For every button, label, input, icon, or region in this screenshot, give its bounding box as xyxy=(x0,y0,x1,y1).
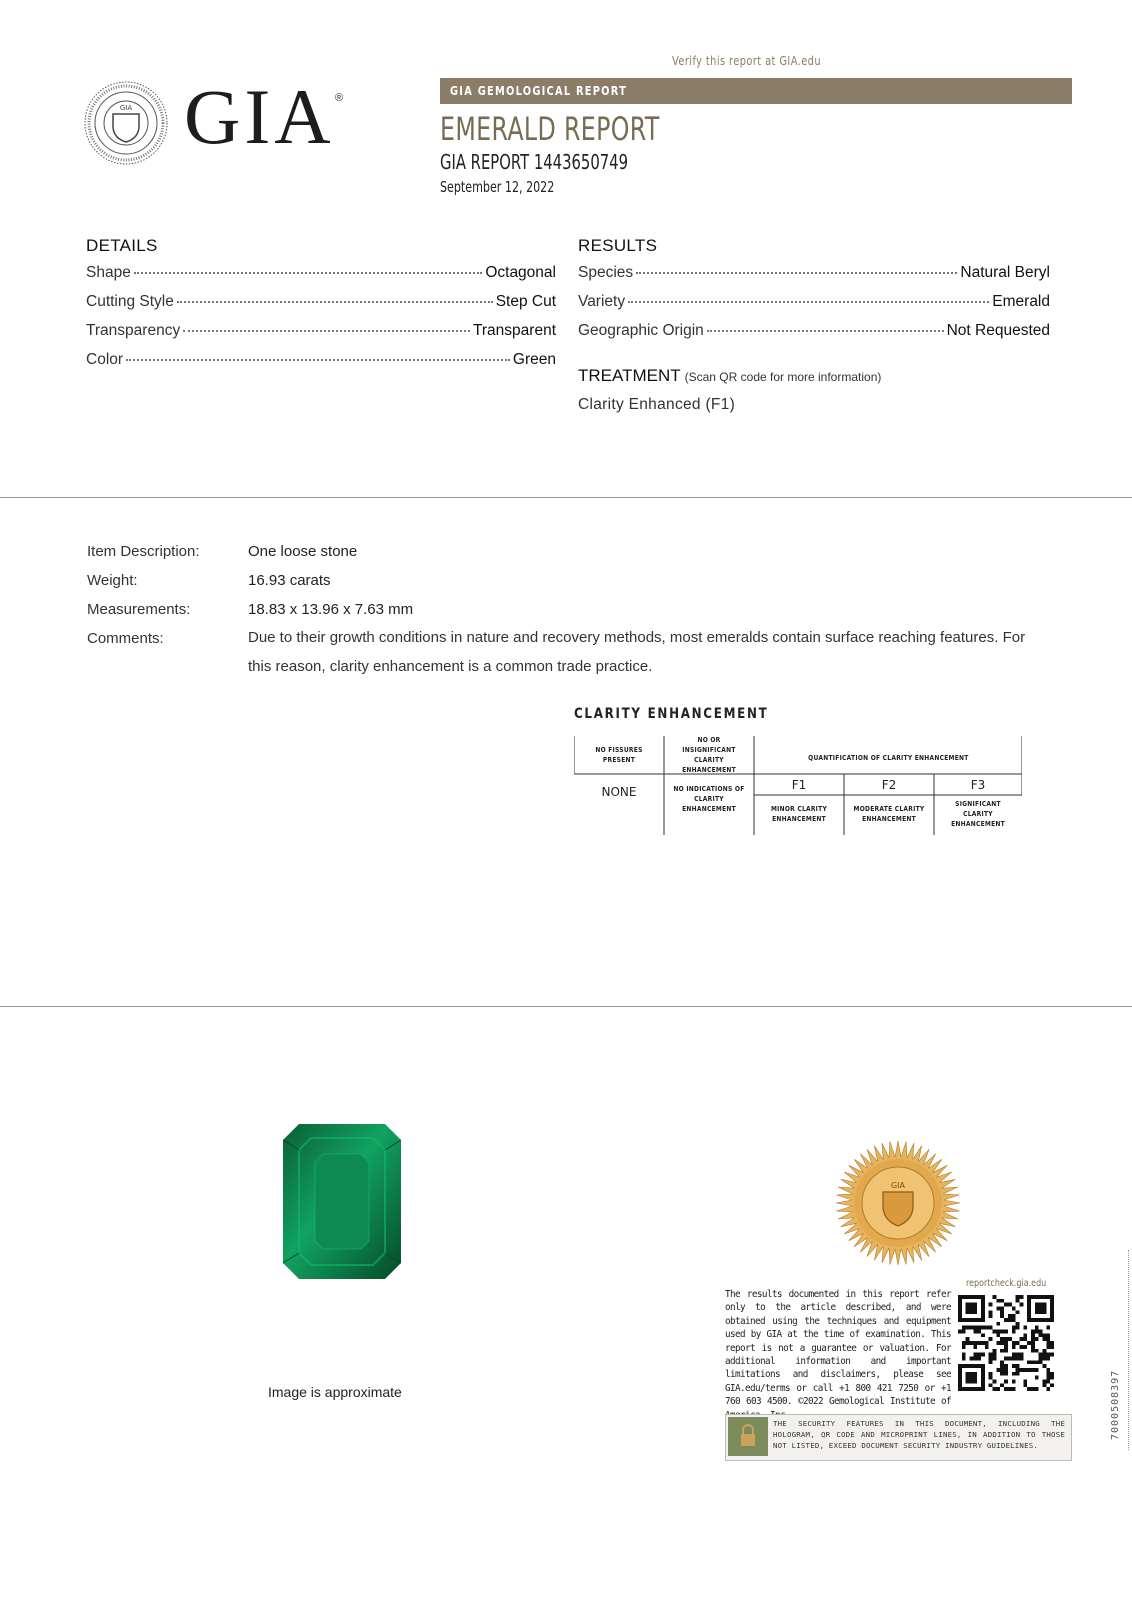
comments-value: Due to their growth conditions in nature and recovery methods, most emeralds contain surface reaching features. For this reason, clarity enhancement is a common trade practice. xyxy=(248,629,1026,675)
detail-row-shape xyxy=(86,264,556,293)
treatment-value: Clarity Enhanced (F1) xyxy=(578,396,736,413)
detail-value: Octagonal xyxy=(485,264,556,281)
report-number: GIA REPORT 1443650749 xyxy=(440,150,628,174)
verify-link[interactable]: Verify this report at GIA.edu xyxy=(672,54,821,68)
report-title: EMERALD REPORT xyxy=(440,110,660,148)
report-date: September 12, 2022 xyxy=(440,178,555,196)
col-no-fissures-header: NO FISSURES PRESENT xyxy=(595,746,643,764)
grade-f3-desc: SIGNIFICANT CLARITY ENHANCEMENT xyxy=(951,800,1005,828)
image-approximate-note: Image is approximate xyxy=(268,1384,402,1400)
seal-label: GIA xyxy=(119,104,133,112)
detail-label: Transparency xyxy=(86,322,181,339)
section-divider xyxy=(0,1006,1132,1007)
clarity-enhancement-table xyxy=(574,735,1022,835)
grade-f1-code: F1 xyxy=(791,778,807,792)
weight-value: 16.93 carats xyxy=(248,572,331,589)
measurements-value: 18.83 x 13.96 x 7.63 mm xyxy=(248,601,414,618)
disclaimer-text: The results documented in this report refer only to the article described, and were obtained using the techniques and equipment used by GIA at the time of examination. This report is not a guarantee or valuation. For additional information and important limitations and disclaimers, please see GIA.edu/terms or call +1 800 421 7250 or +1 760 603 4500. ©2022 Gemological Institute of xyxy=(725,1289,951,1408)
treatment-heading xyxy=(578,366,881,386)
comments-label: Comments: xyxy=(87,630,164,647)
result-value: Natural Beryl xyxy=(960,264,1050,281)
treatment-note: (Scan QR code for more information) xyxy=(684,370,882,384)
gia-seal-logo xyxy=(83,80,169,166)
detail-label: Cutting Style xyxy=(86,293,174,310)
result-row-variety xyxy=(578,293,1050,322)
grade-f3-code: F3 xyxy=(970,778,986,792)
detail-value: Transparent xyxy=(473,322,556,339)
result-label: Species xyxy=(578,264,634,281)
detail-row-color xyxy=(86,351,556,380)
result-row-geographic-origin xyxy=(578,322,1050,351)
result-label: Variety xyxy=(578,293,626,310)
measurements-label: Measurements: xyxy=(87,601,191,618)
clarity-enhancement-title: CLARITY ENHANCEMENT xyxy=(574,706,769,722)
result-value: Not Requested xyxy=(946,322,1050,339)
results-heading: RESULTS xyxy=(578,236,658,255)
gold-hologram-seal xyxy=(835,1140,961,1266)
section-divider xyxy=(0,497,1132,498)
col-insignificant-value: NO INDICATIONS OF CLARITY ENHANCEMENT xyxy=(673,785,745,813)
results-list xyxy=(578,264,1050,351)
edge-perforation xyxy=(1128,1250,1129,1450)
gia-logo-wordmark: GIA xyxy=(184,73,335,160)
qr-code[interactable] xyxy=(958,1295,1054,1391)
grade-f1-desc: MINOR CLARITY ENHANCEMENT xyxy=(770,805,828,823)
seal-gold-label: GIA xyxy=(890,1181,906,1190)
weight-label: Weight: xyxy=(87,572,138,589)
details-list xyxy=(86,264,556,380)
emerald-stone-image xyxy=(283,1124,401,1279)
serial-number: 7000508397 xyxy=(1110,1369,1121,1440)
registered-mark: ® xyxy=(335,92,344,104)
details-heading: DETAILS xyxy=(86,236,158,255)
result-label: Geographic Origin xyxy=(578,322,704,339)
grade-f2-desc: MODERATE CLARITY ENHANCEMENT xyxy=(853,805,925,823)
detail-value: Green xyxy=(512,351,556,368)
item-description-label: Item Description: xyxy=(87,543,200,560)
item-description-value: One loose stone xyxy=(248,543,358,560)
detail-row-transparency xyxy=(86,322,556,351)
detail-label: Color xyxy=(86,351,124,368)
reportcheck-link[interactable]: reportcheck.gia.edu xyxy=(966,1278,1047,1289)
result-row-species xyxy=(578,264,1050,293)
detail-label: Shape xyxy=(86,264,131,281)
security-notice-text: THE SECURITY FEATURES IN THIS DOCUMENT, INCLUDING THE HOLOGRAM, QR CODE AND MICROPRINT LINES, IN ADDITION TO THOSE NOT LISTED, EXCEED DOCUMENT SECURITY INDUSTRY GUIDELINES. xyxy=(773,1419,1065,1450)
quantification-header: QUANTIFICATION OF CLARITY ENHANCEMENT xyxy=(807,754,969,762)
grade-f2-code: F2 xyxy=(881,778,897,792)
detail-value: Step Cut xyxy=(495,293,556,310)
result-value: Emerald xyxy=(992,293,1050,310)
col-no-fissures-value: NONE xyxy=(601,785,637,799)
treatment-title: TREATMENT xyxy=(578,366,681,385)
lock-icon xyxy=(728,1417,768,1456)
detail-row-cutting-style xyxy=(86,293,556,322)
report-type-label: GIA GEMOLOGICAL REPORT xyxy=(450,84,628,98)
col-insignificant-header: NO OR INSIGNIFICANT CLARITY ENHANCEMENT xyxy=(682,736,736,774)
